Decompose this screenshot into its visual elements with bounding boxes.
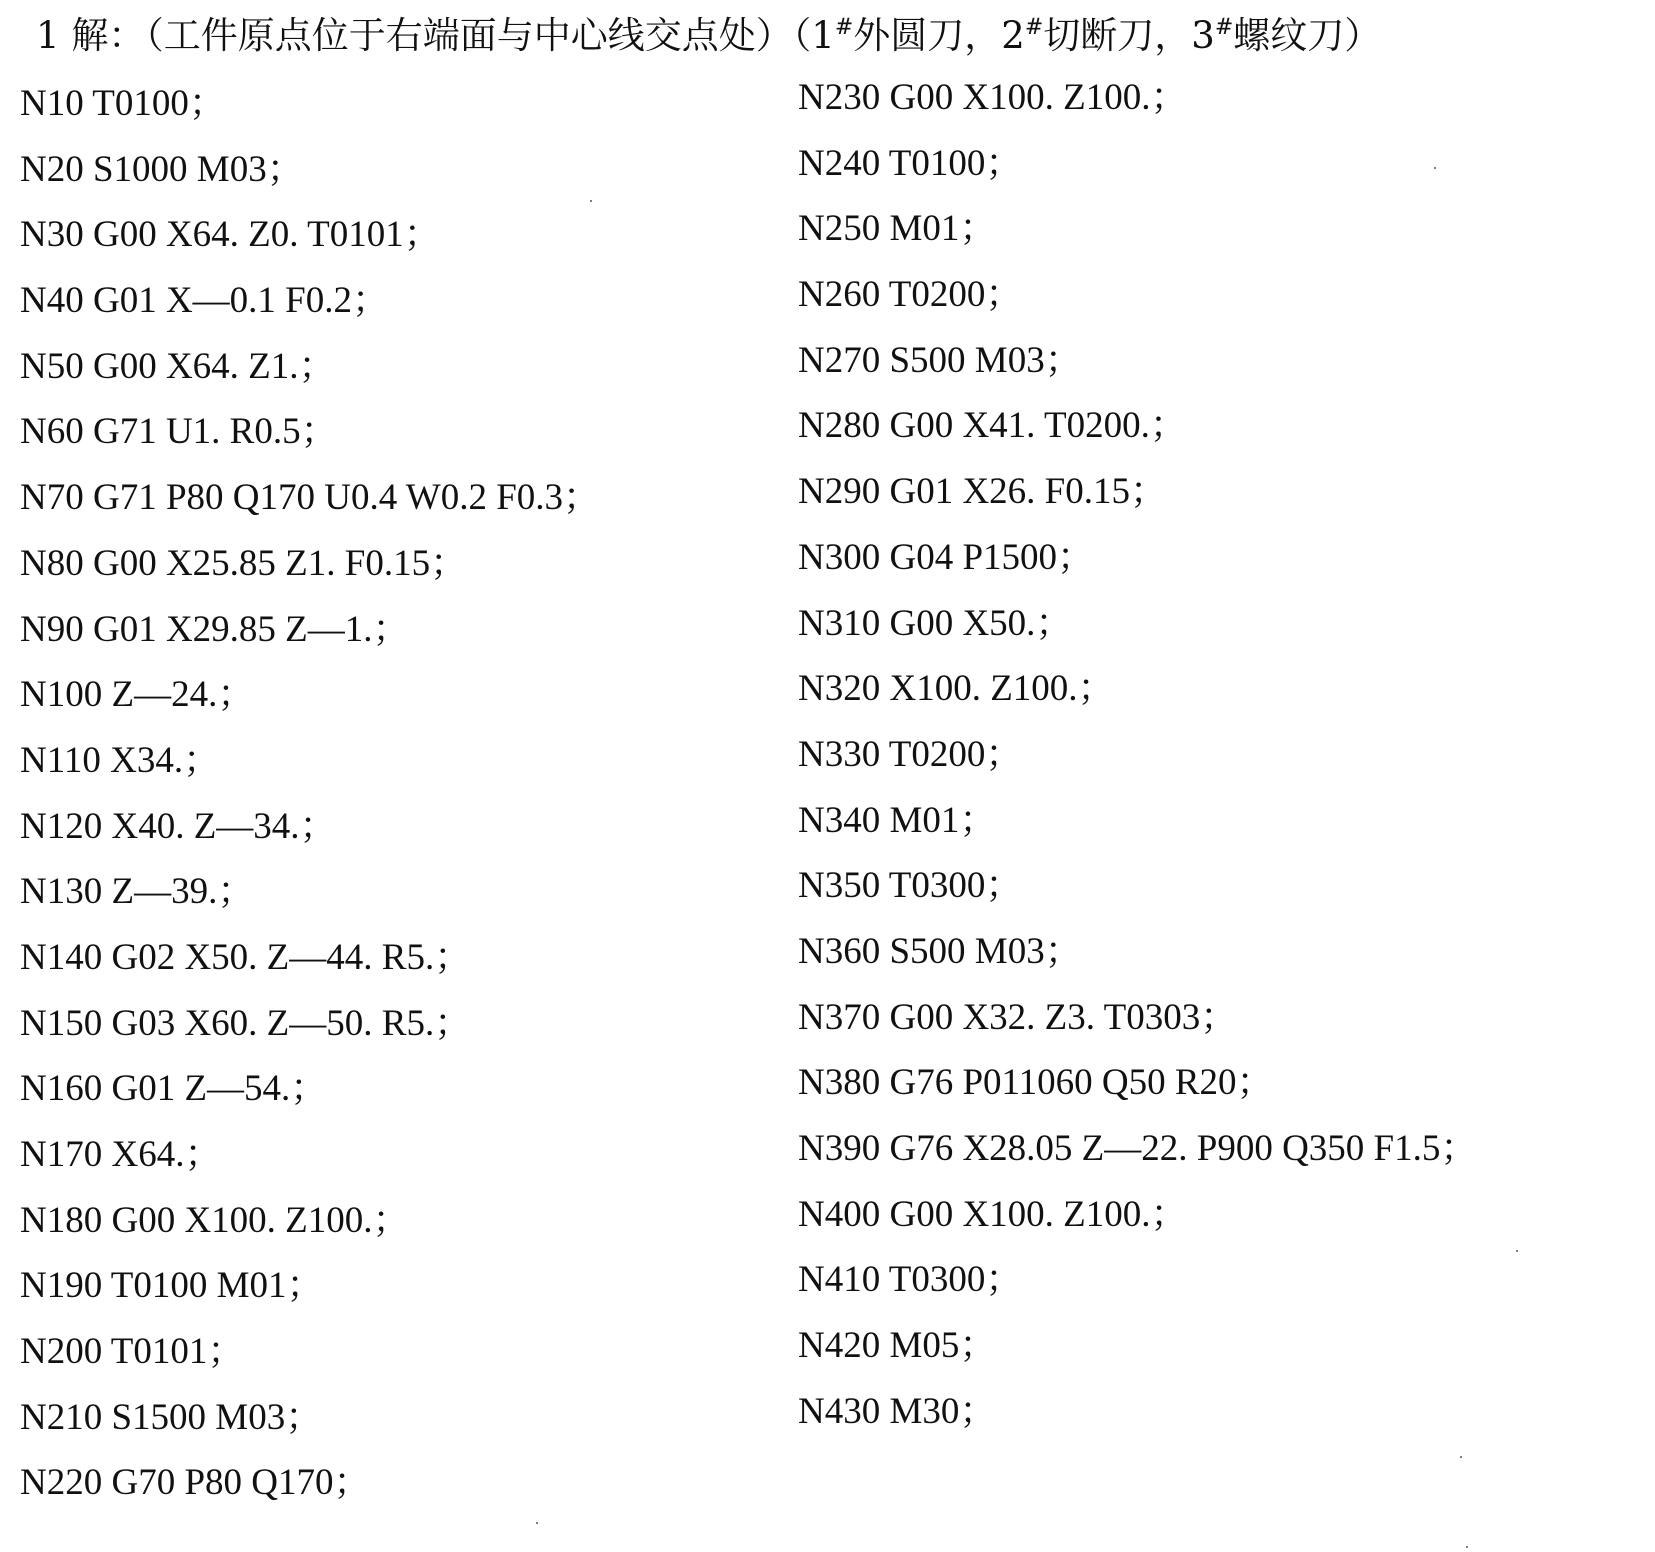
program-line: N420 M05；: [798, 1325, 997, 1367]
program-line: N240 T0100；: [798, 142, 1023, 184]
program-right-column: [798, 72, 1648, 1451]
program-line: N380 G76 P011060 Q50 R20；: [798, 1062, 1274, 1104]
program-line: N270 S500 M03；: [798, 339, 1082, 381]
program-line: N360 S500 M03；: [798, 930, 1082, 972]
program-line: N430 M30；: [798, 1390, 997, 1432]
program-line: N190 T0100 M01；: [20, 1265, 324, 1307]
program-line: N80 G00 X25.85 Z1. F0.15；: [20, 542, 468, 584]
program-line: N50 G00 X64. Z1.；: [20, 345, 336, 387]
program-line: N220 G70 P80 Q170；: [20, 1462, 371, 1504]
program-line: N140 G02 X50. Z—44. R5.；: [20, 936, 472, 978]
tool2-mark: #: [1024, 15, 1044, 40]
heading-text: 解：（工件原点位于右端面与中心线交点处）（1: [71, 14, 835, 57]
program-line: N400 G00 X100. Z100.；: [798, 1193, 1188, 1235]
program-line: N200 T0101；: [20, 1331, 245, 1373]
program-line: N340 M01；: [798, 799, 997, 841]
scan-speck: [590, 200, 592, 202]
program-line: N230 G00 X100. Z100.；: [798, 77, 1188, 118]
program-line: N20 S1000 M03；: [20, 148, 304, 190]
program-line: N10 T0100；: [20, 83, 226, 124]
scan-speck: [1460, 1456, 1462, 1458]
problem-number: 1: [36, 14, 60, 57]
scan-speck: [1466, 1546, 1468, 1548]
program-left-column: [20, 78, 790, 1523]
program-line: N350 T0300；: [798, 865, 1023, 907]
scan-speck: [1516, 1250, 1518, 1252]
program-line: N170 X64.；: [20, 1134, 222, 1175]
program-line: N310 G00 X50.；: [798, 602, 1073, 644]
program-line: N290 G01 X26. F0.15；: [798, 471, 1167, 513]
program-line: N280 G00 X41. T0200.；: [798, 405, 1187, 447]
program-line: N40 G01 X—0.1 F0.2；: [20, 280, 389, 322]
program-line: N180 G00 X100. Z100.；: [20, 1199, 410, 1241]
tool3-mark: #: [1214, 15, 1234, 40]
program-line: N90 G01 X29.85 Z—1.；: [20, 608, 410, 650]
program-line: N260 T0200；: [798, 274, 1023, 316]
program-line: N390 G76 X28.05 Z—22. P900 Q350 F1.5；: [798, 1128, 1478, 1169]
program-line: N30 G00 X64. Z0. T0101；: [20, 214, 441, 256]
program-line: N160 G01 Z—54.；: [20, 1068, 328, 1110]
program-line: N120 X40. Z—34.；: [20, 805, 337, 847]
tool2-name: 切断刀，3: [1043, 14, 1215, 57]
program-line: N100 Z—24.；: [20, 674, 255, 716]
program-line: N130 Z—39.；: [20, 871, 255, 913]
program-line: N110 X34.；: [20, 739, 221, 781]
solution-heading: [36, 10, 1381, 62]
program-line: N250 M01；: [798, 208, 997, 250]
tool1-name: 外圆刀，2: [853, 14, 1025, 57]
program-line: N210 S1500 M03；: [20, 1396, 323, 1438]
scan-speck: [536, 1522, 538, 1524]
program-line: N300 G04 P1500；: [798, 536, 1095, 578]
tool1-mark: #: [834, 15, 854, 40]
program-line: N320 X100. Z100.；: [798, 668, 1115, 710]
program-line: N60 G71 U1. R0.5；: [20, 411, 338, 453]
program-line: N150 G03 X60. Z—50. R5.；: [20, 1002, 472, 1044]
program-line: N330 T0200；: [798, 733, 1023, 775]
program-line: N70 G71 P80 Q170 U0.4 W0.2 F0.3；: [20, 477, 601, 519]
scan-speck: [1434, 167, 1436, 169]
program-line: N370 G00 X32. Z3. T0303；: [798, 996, 1238, 1038]
tool3-name: 螺纹刀）: [1233, 14, 1382, 57]
program-line: N410 T0300；: [798, 1259, 1023, 1301]
